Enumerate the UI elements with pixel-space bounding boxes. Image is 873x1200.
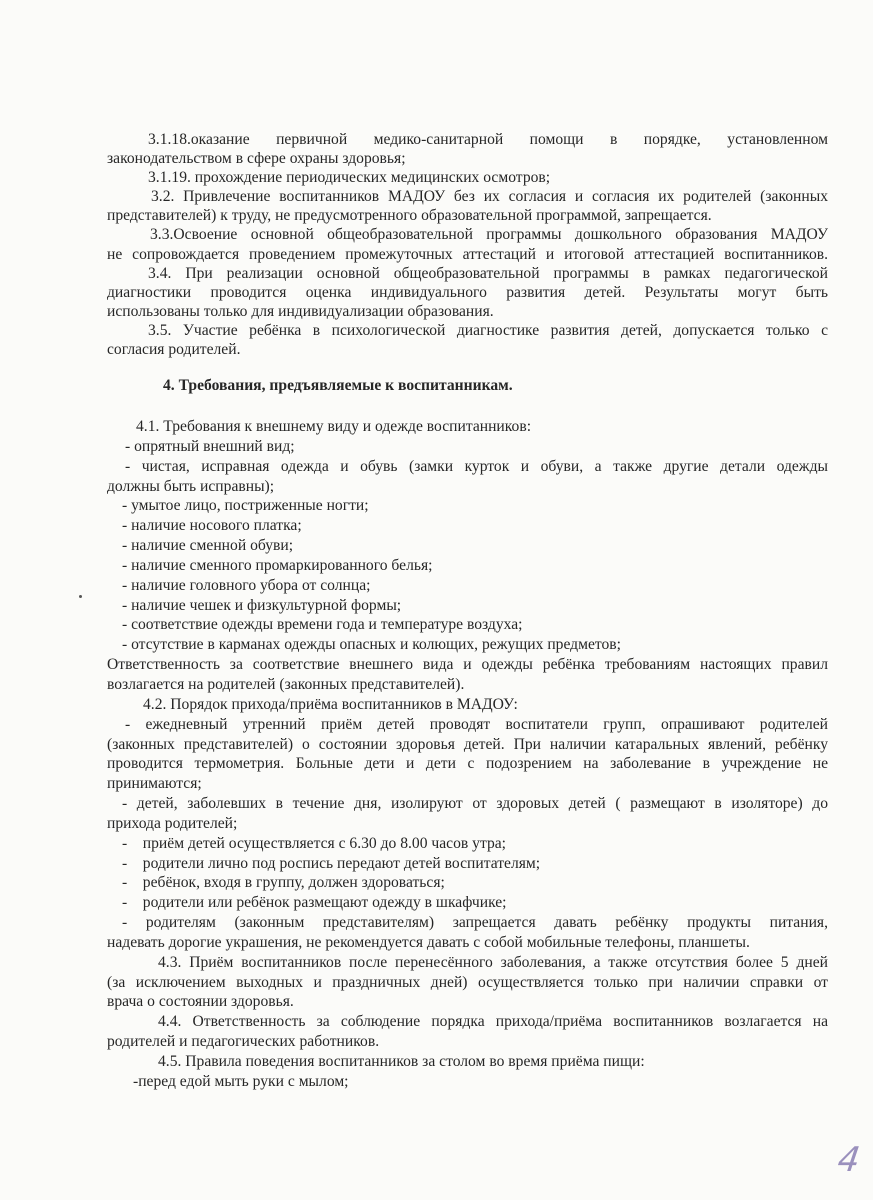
section-4-heading: 4. Требования, предъявляемые к воспитанникам.: [163, 377, 513, 394]
text-line: согласия родителей.: [107, 341, 241, 359]
text-line: 4.1. Требования к внешнему виду и одежде воспитанников:: [136, 418, 532, 435]
text-line: прихода родителей;: [107, 814, 238, 832]
handwritten-page-number: 4: [835, 1140, 863, 1180]
text-line: - наличие сменной обуви;: [122, 537, 294, 555]
text-line: - чистая, исправная одежда и обувь (замки курток и обуви, а также другие детали одежды: [125, 457, 828, 475]
text-line: (за исключением выходных и праздничных дней) осуществляется только при наличии справки от: [107, 973, 828, 991]
text-line: использованы только для индивидуализации образования.: [107, 302, 494, 320]
text-line: надевать дорогие украшения, не рекомендуется давать с собой мобильные телефоны, планшеты.: [107, 933, 750, 951]
text-line: - наличие сменного промаркированного белья;: [122, 556, 433, 574]
section-3-text: [107, 130, 828, 359]
text-line: - ребёнок, входя в группу, должен здороваться;: [122, 874, 445, 892]
text-line: принимаются;: [107, 775, 202, 793]
text-line: - приём детей осуществляется с 6.30 до 8.00 часов утра;: [122, 834, 506, 852]
text-line: - наличие носового платка;: [122, 517, 302, 535]
text-line: возлагается на родителей (законных представителей).: [107, 675, 465, 693]
text-line: 3.5. Участие ребёнка в психологической диагностике развития детей, допускается только с: [148, 321, 828, 339]
text-line: Ответственность за соответствие внешнего вида и одежды ребёнка требованиям настоящих правил: [107, 656, 828, 674]
text-line: 4.2. Порядок прихода/приёма воспитанников в МАДОУ:: [143, 695, 518, 713]
text-line: законодательством в сфере охраны здоровья;: [107, 150, 406, 168]
text-line: (законных представителей) о состоянии здоровья детей. При наличии катаральных явлений, ребёнку: [107, 735, 828, 753]
text-line: не сопровождается проведением промежуточных аттестаций и итоговой аттестацией воспитанников.: [107, 245, 828, 263]
text-line: 3.1.19. прохождение периодических медицинских осмотров;: [148, 169, 551, 187]
text-line: 4.4. Ответственность за соблюдение порядка прихода/приёма воспитанников возлагается на: [158, 1013, 828, 1031]
scan-speck: [79, 595, 82, 598]
text-line: - опрятный внешний вид;: [125, 437, 295, 455]
text-line: проводится термометрия. Больные дети и дети с подозрением на заболевание в учреждение не: [107, 755, 828, 773]
text-line: - умытое лицо, постриженные ногти;: [122, 497, 369, 515]
text-line: 3.4. При реализации основной общеобразовательной программы в рамках педагогической: [148, 264, 828, 282]
text-line: диагностики проводится оценка индивидуального развития детей. Результаты могут быть: [107, 283, 828, 301]
text-line: врача о состоянии здоровья.: [107, 993, 294, 1011]
text-line: - детей, заболевших в течение дня, изолируют от здоровых детей ( размещают в изоляторе) до: [122, 795, 828, 813]
text-line: 3.2. Привлечение воспитанников МАДОУ без их согласия и согласия их родителей (законных: [151, 188, 828, 206]
text-line: 3.1.18.оказание первичной медико-санитарной помощи в порядке, установленном: [148, 131, 828, 148]
text-line: - ежедневный утренний приём детей проводят воспитатели групп, опрашивают родителей: [125, 715, 828, 733]
text-line: 4.3. Приём воспитанников после перенесённого заболевания, а также отсутствия более 5 дней: [158, 953, 828, 971]
text-line: - родители лично под роспись передают детей воспитателям;: [122, 854, 541, 872]
section-4-text: [107, 417, 828, 1092]
text-line: - соответствие одежды времени года и температуре воздуха;: [122, 616, 523, 634]
text-line: - родителям (законным представителям) запрещается давать ребёнку продукты питания,: [122, 914, 828, 932]
text-line: должны быть исправны);: [107, 477, 275, 495]
text-line: - наличие головного убора от солнца;: [122, 576, 371, 594]
text-line: - родители или ребёнок размещают одежду в шкафчике;: [122, 894, 507, 912]
text-line: 3.3.Освоение основной общеобразовательной программы дошкольного образования МАДОУ: [150, 226, 828, 244]
text-line: -перед едой мыть руки с мылом;: [133, 1072, 349, 1090]
text-line: представителей) к труду, не предусмотренного образовательной программой, запрещается.: [107, 207, 712, 225]
text-line: - отсутствие в карманах одежды опасных и колющих, режущих предметов;: [122, 636, 621, 654]
text-line: - наличие чешек и физкультурной формы;: [122, 596, 402, 614]
text-line: 4.5. Правила поведения воспитанников за столом во время приёма пищи:: [158, 1053, 645, 1070]
text-line: родителей и педагогических работников.: [107, 1033, 380, 1051]
